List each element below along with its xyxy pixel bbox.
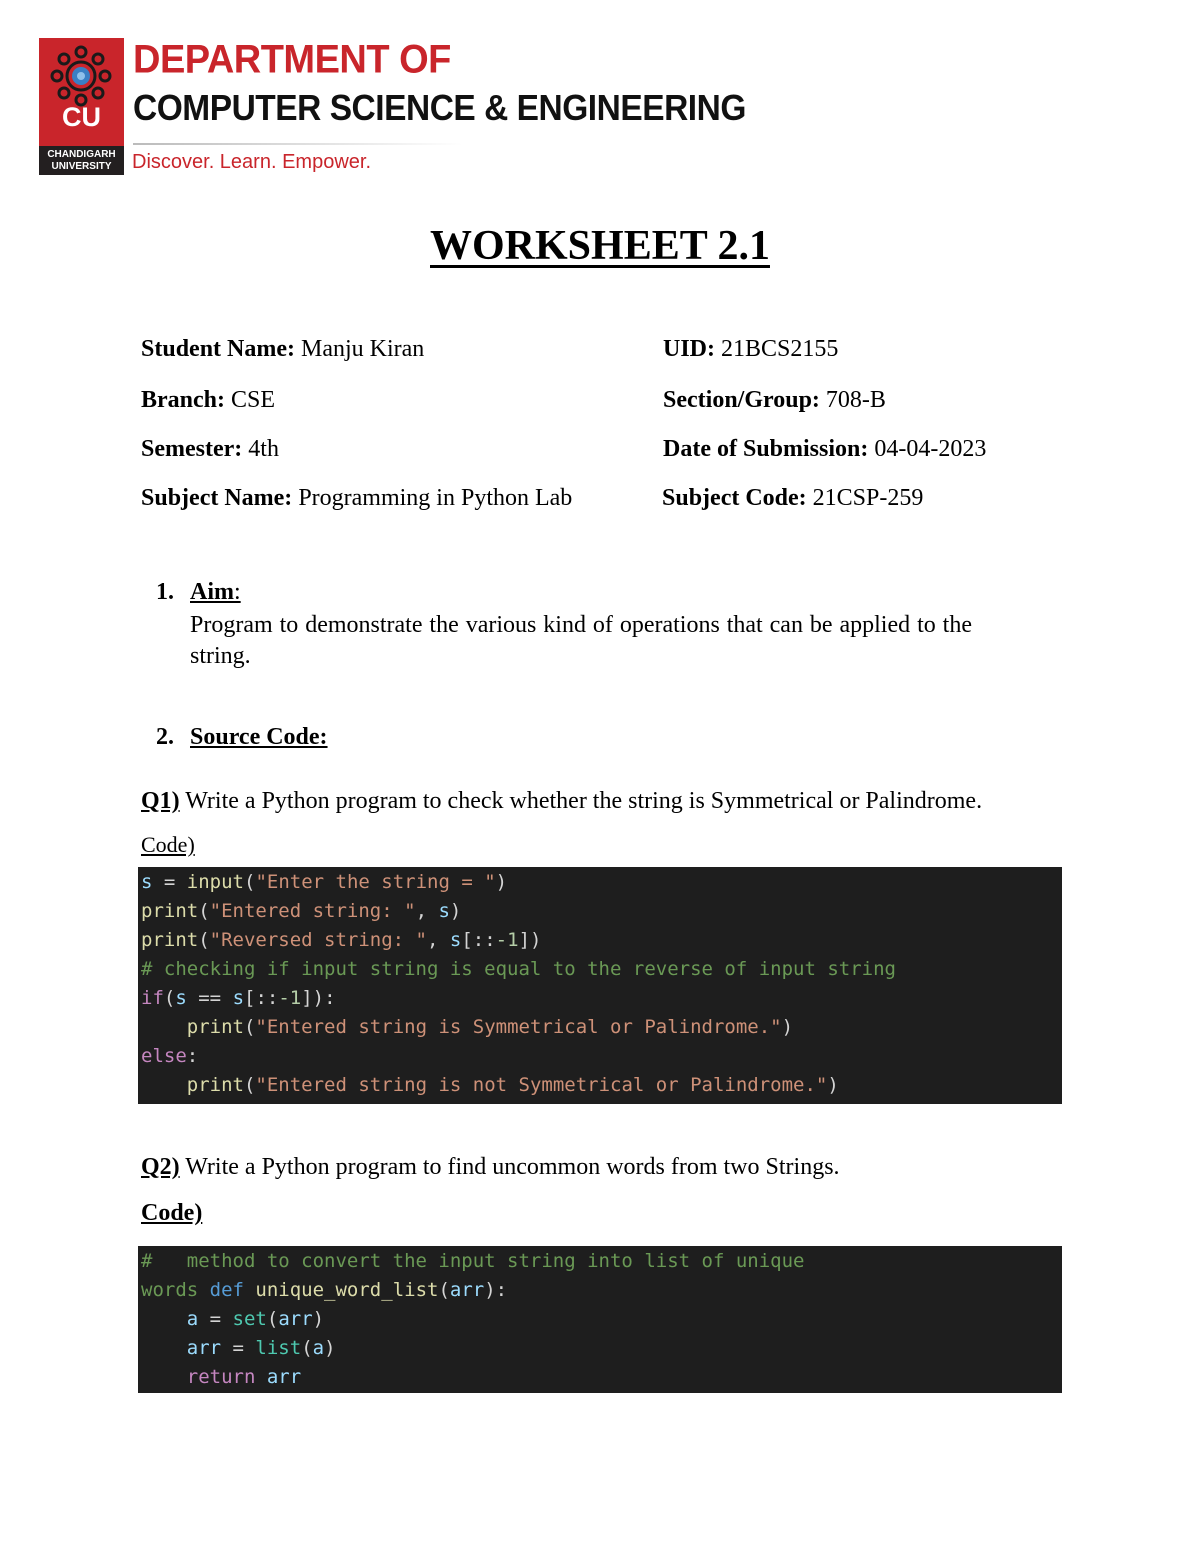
code-token: , xyxy=(427,929,450,951)
code-token xyxy=(141,1337,187,1359)
student-name-label: Student Name: xyxy=(141,336,295,362)
code-token: ( xyxy=(266,1308,279,1330)
code-token: ]): xyxy=(301,987,336,1009)
code-token xyxy=(141,1366,187,1388)
semester-value: 4th xyxy=(242,436,279,462)
code-token: set xyxy=(232,1308,267,1330)
code-token: = xyxy=(221,1337,256,1359)
code-token: arr xyxy=(449,1279,485,1301)
code-token: ): xyxy=(484,1279,508,1301)
department-title: DEPARTMENT OF xyxy=(133,38,451,83)
code-token: "Reversed string: " xyxy=(209,929,427,951)
date-row xyxy=(663,435,986,463)
subject-name-row xyxy=(141,484,572,512)
uid-row xyxy=(663,335,838,363)
aim-heading: Aim: xyxy=(190,579,241,605)
code-token: print xyxy=(141,900,199,922)
code-token: ) xyxy=(781,1016,794,1038)
code-line xyxy=(141,926,1062,955)
date-label: Date of Submission: xyxy=(663,436,869,462)
university-logo xyxy=(39,38,124,175)
q1-code-label: Code) xyxy=(141,832,195,857)
code-token: ]) xyxy=(518,929,542,951)
branch-value: CSE xyxy=(225,387,276,413)
code-token: ( xyxy=(438,1279,450,1301)
uid-value: 21BCS2155 xyxy=(715,336,839,362)
code-line xyxy=(141,1334,1062,1363)
date-value: 04-04-2023 xyxy=(868,436,987,462)
code-token xyxy=(141,1016,187,1038)
code-token: s xyxy=(449,929,462,951)
logo-cu-text: CU xyxy=(62,102,101,132)
code-token: ( xyxy=(163,987,176,1009)
code-token: print xyxy=(141,929,199,951)
code-token: [:: xyxy=(461,929,496,951)
header-divider xyxy=(133,143,463,145)
code-token: s xyxy=(232,987,245,1009)
code-token: ( xyxy=(198,900,210,922)
code-line xyxy=(141,1247,1062,1276)
student-name-row xyxy=(141,335,424,363)
semester-label: Semester: xyxy=(141,436,243,462)
subject-code-row xyxy=(662,484,923,512)
source-number: 2. xyxy=(156,724,174,750)
code-token: print xyxy=(186,1074,244,1096)
aim-number: 1. xyxy=(156,579,174,605)
code-line xyxy=(141,1071,1062,1100)
code-token: ( xyxy=(243,871,256,893)
code-token: = xyxy=(152,871,187,893)
code-token: input xyxy=(186,871,244,893)
code-token: "Entered string: " xyxy=(209,900,416,922)
code-token: ( xyxy=(301,1337,313,1359)
subject-name-value: Programming in Python Lab xyxy=(292,485,573,511)
code-token: , xyxy=(415,900,439,922)
q2-code-block xyxy=(138,1246,1062,1393)
semester-row xyxy=(141,435,279,463)
aim-text: Program to demonstrate the various kind of operations that can be applied to the string. xyxy=(190,612,972,669)
code-token: if xyxy=(141,987,164,1009)
q2-text: Write a Python program to find uncommon words from two Strings. xyxy=(179,1154,840,1180)
code-token xyxy=(141,1074,187,1096)
code-token: def xyxy=(209,1279,244,1301)
code-line xyxy=(141,955,1062,984)
code-token: ) xyxy=(495,871,508,893)
code-token: unique_word_list xyxy=(255,1279,439,1301)
code-line xyxy=(141,1305,1062,1334)
code-token: s xyxy=(141,871,153,893)
section-value: 708-B xyxy=(819,387,886,413)
code-line xyxy=(141,1276,1062,1305)
code-token: ) xyxy=(449,900,462,922)
code-token: = xyxy=(198,1308,233,1330)
code-line xyxy=(141,868,1062,897)
section-row xyxy=(663,386,886,414)
code-token: ) xyxy=(312,1308,325,1330)
branch-label: Branch: xyxy=(141,387,225,413)
section-label: Section/Group: xyxy=(663,387,820,413)
code-token: : xyxy=(186,1045,199,1067)
source-heading: Source Code: xyxy=(190,724,328,750)
q2-code-label: Code) xyxy=(141,1200,203,1226)
q1-text: Write a Python program to check whether the string is Symmetrical or Palindrome. xyxy=(179,788,983,814)
code-token: ( xyxy=(243,1016,256,1038)
uid-label: UID: xyxy=(663,336,715,362)
code-token: arr xyxy=(278,1308,313,1330)
code-token: return xyxy=(186,1366,256,1388)
q1-question xyxy=(141,786,982,816)
q2-question xyxy=(141,1152,840,1182)
code-token: "Entered string is not Symmetrical or Palindrome." xyxy=(255,1074,828,1096)
code-token: # checking if input string is equal to the reverse of input string xyxy=(141,958,896,980)
code-token: list xyxy=(255,1337,302,1359)
code-line xyxy=(141,897,1062,926)
tagline: Discover. Learn. Empower. xyxy=(132,151,371,173)
code-token: a xyxy=(186,1308,199,1330)
branch-row xyxy=(141,386,275,414)
code-line xyxy=(141,984,1062,1013)
code-token: ) xyxy=(324,1337,336,1359)
q1-label: Q1) xyxy=(141,788,180,814)
code-token: ( xyxy=(243,1074,256,1096)
code-token: s xyxy=(438,900,450,922)
code-token: print xyxy=(186,1016,244,1038)
code-token: arr xyxy=(266,1366,302,1388)
code-token: # method to convert the input string into list of unique xyxy=(141,1250,805,1272)
code-token: s xyxy=(175,987,187,1009)
code-token xyxy=(244,1279,255,1301)
code-token: "Enter the string = " xyxy=(255,871,496,893)
student-name-value: Manju Kiran xyxy=(295,336,425,362)
code-token: -1 xyxy=(278,987,302,1009)
code-token: "Entered string is Symmetrical or Palindrome." xyxy=(255,1016,782,1038)
code-token: words xyxy=(141,1279,210,1301)
subject-code-label: Subject Code: xyxy=(662,485,807,511)
department-subtitle: COMPUTER SCIENCE & ENGINEERING xyxy=(133,87,746,128)
code-line xyxy=(141,1013,1062,1042)
q1-code-block xyxy=(138,867,1062,1104)
code-token xyxy=(141,1308,187,1330)
q2-label: Q2) xyxy=(141,1154,180,1180)
code-token xyxy=(255,1366,266,1388)
code-token: ( xyxy=(198,929,210,951)
subject-code-value: 21CSP-259 xyxy=(806,485,924,511)
code-token: else xyxy=(141,1045,187,1067)
subject-name-label: Subject Name: xyxy=(141,485,293,511)
code-token: -1 xyxy=(495,929,519,951)
logo-emblem-icon xyxy=(47,42,115,110)
code-token: == xyxy=(186,987,233,1009)
code-token: [:: xyxy=(244,987,279,1009)
code-line xyxy=(141,1042,1062,1071)
code-token: ) xyxy=(827,1074,839,1096)
page-title: WORKSHEET 2.1 xyxy=(430,223,770,269)
code-line xyxy=(141,1363,1062,1392)
logo-university-text: CHANDIGARH UNIVERSITY xyxy=(39,146,124,175)
code-token: a xyxy=(312,1337,325,1359)
code-token: arr xyxy=(186,1337,222,1359)
